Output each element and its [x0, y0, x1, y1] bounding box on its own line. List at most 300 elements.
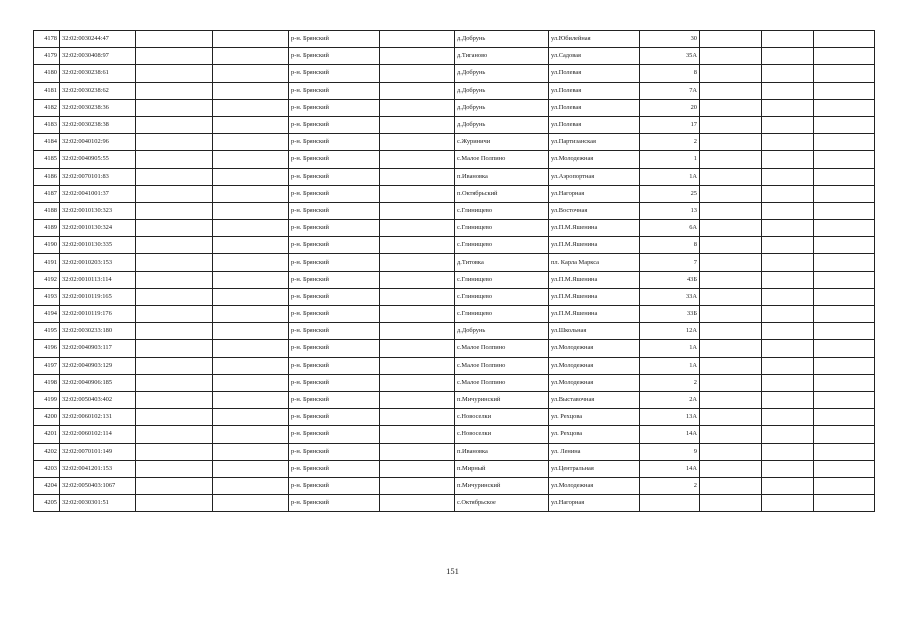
cell-empty	[213, 237, 289, 254]
cell-street: пл. Карла Маркса	[549, 254, 640, 271]
cell-locality: п.Мичуринский	[455, 391, 549, 408]
cell-empty	[700, 237, 762, 254]
table-row	[34, 426, 875, 443]
cell-cadastral-number: 32:02:0060102:114	[60, 426, 136, 443]
cell-empty	[213, 409, 289, 426]
cell-cadastral-number: 32:02:0041201:153	[60, 460, 136, 477]
cell-empty	[762, 460, 814, 477]
cell-district: р-н. Брянский	[289, 65, 380, 82]
cell-house-number: 1	[640, 151, 700, 168]
cell-empty	[380, 443, 455, 460]
cell-empty	[380, 65, 455, 82]
cell-empty	[814, 323, 875, 340]
cell-district: р-н. Брянский	[289, 185, 380, 202]
cell-street: ул.П.М.Яшенина	[549, 306, 640, 323]
cell-empty	[380, 202, 455, 219]
cell-empty	[814, 65, 875, 82]
cell-empty	[700, 31, 762, 48]
cell-empty	[700, 99, 762, 116]
cell-locality: д.Добрунь	[455, 116, 549, 133]
cell-empty	[762, 48, 814, 65]
cell-street: ул.Нагорная	[549, 495, 640, 512]
cell-number: 4178	[34, 31, 60, 48]
cell-district: р-н. Брянский	[289, 271, 380, 288]
cell-locality: с.Глинищево	[455, 237, 549, 254]
cell-empty	[814, 82, 875, 99]
cell-empty	[814, 409, 875, 426]
cell-empty	[136, 357, 213, 374]
cell-district: р-н. Брянский	[289, 202, 380, 219]
cell-empty	[380, 477, 455, 494]
cell-empty	[136, 202, 213, 219]
cell-house-number: 13	[640, 202, 700, 219]
cell-number: 4189	[34, 220, 60, 237]
cell-empty	[762, 271, 814, 288]
cell-cadastral-number: 32:02:0050403:1067	[60, 477, 136, 494]
cell-empty	[213, 323, 289, 340]
cell-district: р-н. Брянский	[289, 340, 380, 357]
cell-house-number: 2	[640, 374, 700, 391]
cell-empty	[380, 99, 455, 116]
cell-street: ул.Полевая	[549, 116, 640, 133]
cell-empty	[700, 391, 762, 408]
cell-empty	[762, 99, 814, 116]
cell-empty	[380, 254, 455, 271]
cell-empty	[380, 340, 455, 357]
cell-cadastral-number: 32:02:0010130:323	[60, 202, 136, 219]
cell-empty	[814, 340, 875, 357]
table-body	[34, 31, 875, 512]
cell-empty	[814, 271, 875, 288]
cell-house-number: 7А	[640, 82, 700, 99]
table-row	[34, 82, 875, 99]
cell-district: р-н. Брянский	[289, 237, 380, 254]
cell-empty	[814, 48, 875, 65]
cell-street: ул.Молодежная	[549, 357, 640, 374]
cell-empty	[380, 116, 455, 133]
cell-number: 4199	[34, 391, 60, 408]
cell-empty	[814, 426, 875, 443]
cell-empty	[213, 495, 289, 512]
cell-empty	[213, 185, 289, 202]
cell-empty	[380, 185, 455, 202]
cell-district: р-н. Брянский	[289, 134, 380, 151]
table-row	[34, 391, 875, 408]
cell-number: 4196	[34, 340, 60, 357]
cell-empty	[136, 31, 213, 48]
cell-cadastral-number: 32:02:0060102:131	[60, 409, 136, 426]
cell-street: ул. Рехцова	[549, 426, 640, 443]
cell-locality: с.Малое Полпино	[455, 151, 549, 168]
cell-street: ул.Садовая	[549, 48, 640, 65]
cell-empty	[213, 168, 289, 185]
cell-house-number: 2	[640, 134, 700, 151]
cell-empty	[762, 477, 814, 494]
cell-number: 4197	[34, 357, 60, 374]
cell-empty	[213, 374, 289, 391]
cell-locality: с.Глинищево	[455, 288, 549, 305]
cell-empty	[380, 426, 455, 443]
cell-empty	[213, 220, 289, 237]
cell-street: ул.Молодежная	[549, 340, 640, 357]
cell-cadastral-number: 32:02:0030408:97	[60, 48, 136, 65]
cell-empty	[213, 391, 289, 408]
cell-empty	[136, 220, 213, 237]
cell-locality: с.Глинищево	[455, 306, 549, 323]
cell-empty	[762, 426, 814, 443]
cell-empty	[700, 340, 762, 357]
cell-empty	[136, 426, 213, 443]
cell-empty	[136, 116, 213, 133]
cell-empty	[136, 495, 213, 512]
cell-empty	[380, 271, 455, 288]
cell-empty	[136, 409, 213, 426]
cell-district: р-н. Брянский	[289, 288, 380, 305]
cell-empty	[380, 409, 455, 426]
cell-house-number: 17	[640, 116, 700, 133]
cell-street: ул.Восточная	[549, 202, 640, 219]
cell-district: р-н. Брянский	[289, 495, 380, 512]
cell-house-number: 33А	[640, 288, 700, 305]
cell-cadastral-number: 32:02:0010130:324	[60, 220, 136, 237]
cell-locality: п.Ивановка	[455, 168, 549, 185]
cell-empty	[762, 443, 814, 460]
cell-empty	[136, 374, 213, 391]
cell-house-number: 35А	[640, 48, 700, 65]
cell-house-number: 13А	[640, 409, 700, 426]
cell-street: ул.Юбилейная	[549, 31, 640, 48]
cell-empty	[380, 48, 455, 65]
cell-street: ул. Ленина	[549, 443, 640, 460]
table-row	[34, 237, 875, 254]
table-row	[34, 48, 875, 65]
cell-empty	[380, 495, 455, 512]
cell-empty	[136, 65, 213, 82]
cell-cadastral-number: 32:02:0030238:62	[60, 82, 136, 99]
cell-empty	[700, 443, 762, 460]
cell-empty	[380, 357, 455, 374]
cell-empty	[213, 288, 289, 305]
cell-empty	[700, 202, 762, 219]
cell-district: р-н. Брянский	[289, 168, 380, 185]
cell-street: ул.Аэропортная	[549, 168, 640, 185]
table-row	[34, 99, 875, 116]
cell-cadastral-number: 32:02:0030233:180	[60, 323, 136, 340]
cell-number: 4182	[34, 99, 60, 116]
cell-house-number: 6А	[640, 220, 700, 237]
cell-number: 4192	[34, 271, 60, 288]
cell-locality: п.Октябрьский	[455, 185, 549, 202]
cell-empty	[814, 99, 875, 116]
cell-street: ул.Нагорная	[549, 185, 640, 202]
cell-empty	[136, 134, 213, 151]
cell-empty	[814, 374, 875, 391]
cell-locality: с.Малое Полпино	[455, 340, 549, 357]
cell-street: ул.Полевая	[549, 99, 640, 116]
table-row	[34, 495, 875, 512]
cell-empty	[814, 220, 875, 237]
cell-locality: п.Мирный	[455, 460, 549, 477]
cell-locality: д.Добрунь	[455, 323, 549, 340]
cell-empty	[213, 426, 289, 443]
cell-empty	[700, 306, 762, 323]
cell-house-number: 8	[640, 65, 700, 82]
cell-number: 4195	[34, 323, 60, 340]
cell-empty	[380, 134, 455, 151]
cell-empty	[380, 288, 455, 305]
cell-empty	[213, 82, 289, 99]
cell-locality: с.Малое Полпино	[455, 357, 549, 374]
cell-district: р-н. Брянский	[289, 220, 380, 237]
cell-number: 4183	[34, 116, 60, 133]
cell-empty	[762, 495, 814, 512]
cell-district: р-н. Брянский	[289, 443, 380, 460]
cell-cadastral-number: 32:02:0030238:61	[60, 65, 136, 82]
cell-locality: с.Малое Полпино	[455, 374, 549, 391]
cell-empty	[814, 254, 875, 271]
cell-number: 4185	[34, 151, 60, 168]
cell-house-number: 1А	[640, 340, 700, 357]
cell-empty	[814, 237, 875, 254]
cell-cadastral-number: 32:02:0010113:114	[60, 271, 136, 288]
cell-empty	[136, 271, 213, 288]
cell-locality: д.Титовка	[455, 254, 549, 271]
cell-street: ул.Молодежная	[549, 151, 640, 168]
cell-locality: п.Мичуринский	[455, 477, 549, 494]
cell-empty	[700, 460, 762, 477]
cell-locality: д.Тиганово	[455, 48, 549, 65]
cell-cadastral-number: 32:02:0040102:96	[60, 134, 136, 151]
cell-empty	[762, 357, 814, 374]
cell-street: ул.Молодежная	[549, 477, 640, 494]
cell-district: р-н. Брянский	[289, 323, 380, 340]
cell-number: 4202	[34, 443, 60, 460]
cell-empty	[762, 374, 814, 391]
cell-house-number: 30	[640, 31, 700, 48]
cell-district: р-н. Брянский	[289, 306, 380, 323]
cell-cadastral-number: 32:02:0040903:129	[60, 357, 136, 374]
cell-number: 4187	[34, 185, 60, 202]
cell-empty	[700, 323, 762, 340]
cell-empty	[700, 426, 762, 443]
cell-number: 4188	[34, 202, 60, 219]
cell-empty	[814, 306, 875, 323]
cell-empty	[213, 306, 289, 323]
table-row	[34, 477, 875, 494]
cell-street: ул.П.М.Яшенина	[549, 288, 640, 305]
cell-empty	[380, 306, 455, 323]
cell-cadastral-number: 32:02:0070101:149	[60, 443, 136, 460]
cell-empty	[700, 477, 762, 494]
table-row	[34, 409, 875, 426]
cell-number: 4200	[34, 409, 60, 426]
table-row	[34, 31, 875, 48]
cell-empty	[762, 151, 814, 168]
cell-house-number: 43Б	[640, 271, 700, 288]
cell-street: ул.П.М.Яшенина	[549, 271, 640, 288]
cell-empty	[136, 237, 213, 254]
cell-house-number: 14А	[640, 426, 700, 443]
cell-street: ул.П.М.Яшенина	[549, 220, 640, 237]
cell-locality: д.Добрунь	[455, 65, 549, 82]
cell-house-number: 25	[640, 185, 700, 202]
cell-locality: п.Ивановка	[455, 443, 549, 460]
cell-empty	[380, 168, 455, 185]
cell-empty	[700, 288, 762, 305]
cell-empty	[814, 202, 875, 219]
cell-number: 4179	[34, 48, 60, 65]
cell-empty	[213, 443, 289, 460]
table-row	[34, 65, 875, 82]
cell-empty	[136, 391, 213, 408]
cell-cadastral-number: 32:02:0040906:185	[60, 374, 136, 391]
cell-empty	[762, 391, 814, 408]
cell-number: 4201	[34, 426, 60, 443]
cell-empty	[213, 460, 289, 477]
table-row	[34, 168, 875, 185]
cell-house-number: 14А	[640, 460, 700, 477]
cell-empty	[380, 31, 455, 48]
cell-empty	[700, 374, 762, 391]
table-row	[34, 271, 875, 288]
cell-street: ул.Полевая	[549, 65, 640, 82]
cell-number: 4180	[34, 65, 60, 82]
cell-empty	[814, 31, 875, 48]
cell-empty	[762, 306, 814, 323]
cell-cadastral-number: 32:02:0010203:153	[60, 254, 136, 271]
cell-empty	[136, 168, 213, 185]
table-row	[34, 306, 875, 323]
cell-house-number: 1А	[640, 168, 700, 185]
cell-cadastral-number: 32:02:0010130:335	[60, 237, 136, 254]
cell-empty	[136, 460, 213, 477]
cell-street: ул.Выставочная	[549, 391, 640, 408]
cell-district: р-н. Брянский	[289, 460, 380, 477]
cell-empty	[136, 254, 213, 271]
cell-cadastral-number: 32:02:0030301:51	[60, 495, 136, 512]
cell-empty	[814, 185, 875, 202]
cell-locality: с.Глинищево	[455, 202, 549, 219]
cell-house-number: 33Б	[640, 306, 700, 323]
cell-empty	[762, 168, 814, 185]
cell-number: 4193	[34, 288, 60, 305]
cell-number: 4204	[34, 477, 60, 494]
cell-empty	[380, 82, 455, 99]
cell-locality: с.Новоселки	[455, 409, 549, 426]
cell-empty	[136, 99, 213, 116]
cell-empty	[700, 495, 762, 512]
cell-district: р-н. Брянский	[289, 82, 380, 99]
cell-empty	[380, 151, 455, 168]
table-row	[34, 323, 875, 340]
cell-district: р-н. Брянский	[289, 151, 380, 168]
cell-empty	[213, 477, 289, 494]
cell-empty	[700, 254, 762, 271]
cell-empty	[814, 168, 875, 185]
cell-district: р-н. Брянский	[289, 254, 380, 271]
cell-cadastral-number: 32:02:0010119:165	[60, 288, 136, 305]
cell-street: ул.Школьная	[549, 323, 640, 340]
cell-empty	[213, 357, 289, 374]
cell-house-number: 1А	[640, 357, 700, 374]
cell-empty	[380, 391, 455, 408]
cell-empty	[762, 409, 814, 426]
cell-empty	[762, 254, 814, 271]
cell-number: 4205	[34, 495, 60, 512]
cell-empty	[700, 168, 762, 185]
cell-house-number: 20	[640, 99, 700, 116]
cell-empty	[700, 409, 762, 426]
cell-locality: с.Глинищево	[455, 271, 549, 288]
cell-house-number: 9	[640, 443, 700, 460]
cell-number: 4184	[34, 134, 60, 151]
page-number: 151	[446, 566, 459, 576]
cell-empty	[700, 82, 762, 99]
cell-empty	[700, 271, 762, 288]
cell-street: ул.Молодежная	[549, 374, 640, 391]
cell-locality: д.Добрунь	[455, 31, 549, 48]
table-row	[34, 202, 875, 219]
cell-empty	[762, 185, 814, 202]
registry-table	[33, 30, 875, 512]
table-row	[34, 460, 875, 477]
cell-house-number	[640, 495, 700, 512]
cell-street: ул.Центральная	[549, 460, 640, 477]
cell-empty	[700, 134, 762, 151]
cell-empty	[136, 82, 213, 99]
table-row	[34, 340, 875, 357]
cell-empty	[700, 220, 762, 237]
cell-empty	[380, 220, 455, 237]
cell-empty	[762, 65, 814, 82]
cell-locality: д.Добрунь	[455, 99, 549, 116]
cell-district: р-н. Брянский	[289, 357, 380, 374]
table-row	[34, 374, 875, 391]
cell-empty	[136, 443, 213, 460]
table-row	[34, 185, 875, 202]
cell-house-number: 12А	[640, 323, 700, 340]
cell-empty	[814, 443, 875, 460]
cell-empty	[814, 151, 875, 168]
cell-empty	[762, 340, 814, 357]
cell-empty	[814, 288, 875, 305]
table-row	[34, 288, 875, 305]
cell-locality: д.Добрунь	[455, 82, 549, 99]
cell-number: 4198	[34, 374, 60, 391]
cell-empty	[762, 82, 814, 99]
cell-empty	[136, 288, 213, 305]
cell-empty	[380, 374, 455, 391]
cell-empty	[762, 116, 814, 133]
cell-house-number: 2	[640, 477, 700, 494]
cell-district: р-н. Брянский	[289, 31, 380, 48]
cell-empty	[762, 220, 814, 237]
cell-empty	[380, 323, 455, 340]
cell-district: р-н. Брянский	[289, 99, 380, 116]
cell-locality: с.Новоселки	[455, 426, 549, 443]
cell-empty	[814, 460, 875, 477]
cell-cadastral-number: 32:02:0040903:117	[60, 340, 136, 357]
cell-empty	[814, 116, 875, 133]
cell-district: р-н. Брянский	[289, 409, 380, 426]
cell-empty	[136, 185, 213, 202]
cell-district: р-н. Брянский	[289, 374, 380, 391]
cell-house-number: 8	[640, 237, 700, 254]
cell-empty	[213, 254, 289, 271]
cell-empty	[814, 495, 875, 512]
cell-empty	[762, 31, 814, 48]
cell-number: 4191	[34, 254, 60, 271]
